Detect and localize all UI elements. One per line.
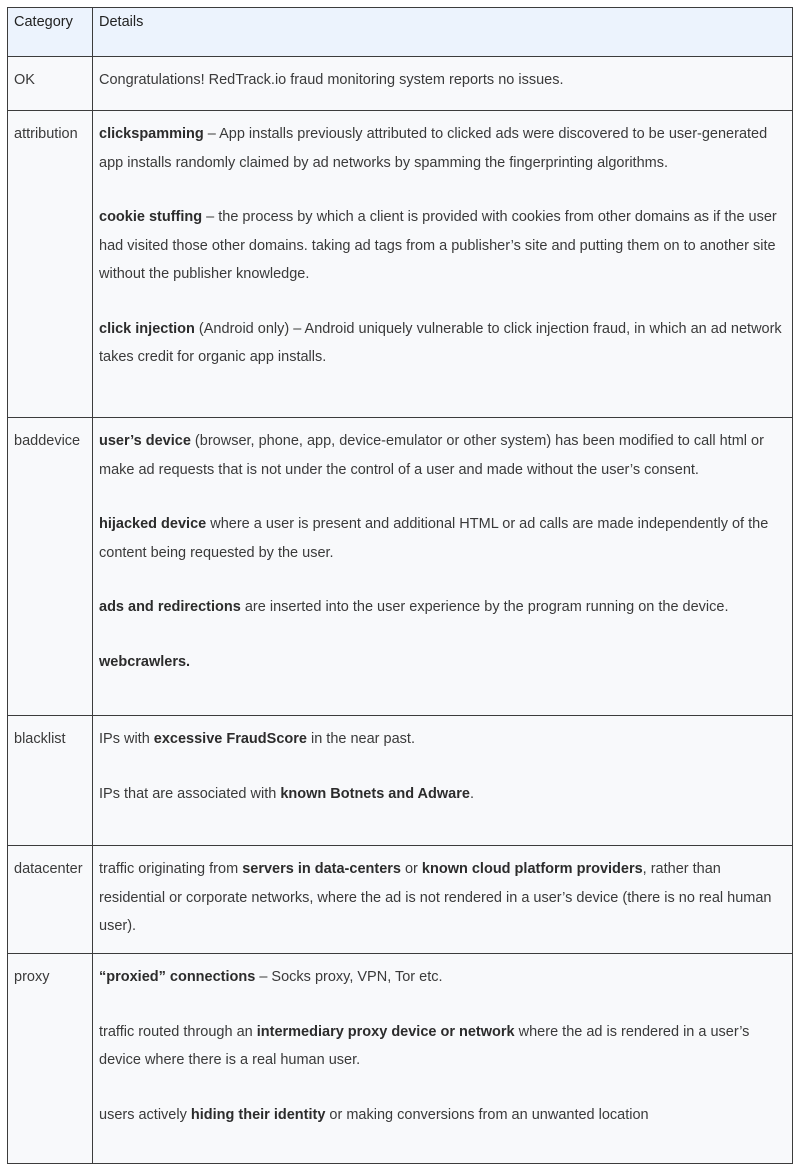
detail-text: or bbox=[400, 861, 422, 877]
detail-term: hiding their identity bbox=[190, 1106, 326, 1123]
detail-term: known cloud platform providers bbox=[421, 861, 643, 877]
detail-text: IPs with bbox=[99, 731, 154, 747]
detail-text: IPs that are associated with bbox=[99, 785, 281, 802]
detail-text: traffic originating from bbox=[99, 861, 243, 877]
detail-paragraph bbox=[99, 648, 786, 677]
header-category: Category bbox=[8, 8, 93, 57]
detail-text: users actively bbox=[99, 1106, 191, 1123]
detail-paragraph bbox=[99, 315, 786, 372]
category-cell: blacklist bbox=[8, 716, 93, 846]
table-row-blacklist bbox=[8, 716, 793, 846]
category-cell: datacenter bbox=[8, 846, 93, 954]
detail-text: traffic routed through an bbox=[99, 1023, 257, 1040]
detail-text: (browser, phone, app, device-emulator or other system) has been modified to call html or make ad requests that is not under the control of a user and made without the user’s consent. bbox=[99, 433, 764, 478]
details-cell bbox=[93, 418, 793, 716]
details-cell bbox=[93, 846, 793, 954]
table-row-ok bbox=[8, 57, 793, 111]
detail-term: “proxied” connections bbox=[99, 969, 256, 985]
detail-paragraph bbox=[99, 780, 786, 809]
detail-text: – Socks proxy, VPN, Tor etc. bbox=[255, 969, 443, 985]
detail-term: hijacked device bbox=[99, 516, 207, 532]
header-details: Details bbox=[93, 8, 793, 57]
detail-term: clickspamming bbox=[99, 126, 204, 142]
detail-term: servers in data-centers bbox=[242, 861, 401, 877]
table-row-attribution bbox=[8, 111, 793, 418]
detail-paragraph bbox=[99, 1018, 786, 1075]
category-cell: attribution bbox=[8, 111, 93, 418]
detail-text: . bbox=[469, 785, 474, 802]
detail-paragraph bbox=[99, 593, 786, 622]
detail-term: webcrawlers. bbox=[99, 653, 191, 670]
table-row-baddevice bbox=[8, 418, 793, 716]
details-cell bbox=[93, 57, 793, 111]
details-cell bbox=[93, 111, 793, 418]
detail-paragraph bbox=[99, 120, 786, 177]
detail-term: intermediary proxy device or network bbox=[256, 1023, 515, 1040]
detail-text: (Android only) – Android uniquely vulnerable to click injection fraud, in which an ad network takes credit for organic app installs. bbox=[99, 320, 782, 365]
table-header-row bbox=[8, 8, 793, 57]
detail-text: Congratulations! RedTrack.io fraud monitoring system reports no issues. bbox=[99, 72, 564, 88]
detail-paragraph bbox=[99, 1101, 786, 1130]
detail-text: are inserted into the user experience by the program running on the device. bbox=[240, 599, 729, 615]
detail-paragraph bbox=[99, 66, 786, 95]
details-cell bbox=[93, 954, 793, 1164]
category-cell: proxy bbox=[8, 954, 93, 1164]
detail-text: in the near past. bbox=[306, 731, 415, 747]
detail-paragraph bbox=[99, 855, 786, 941]
detail-term: click injection bbox=[99, 320, 195, 337]
detail-text: – App installs previously attributed to clicked ads were discovered to be user-generated app installs randomly claimed by ad networks by spamming the fingerprinting algorithms. bbox=[99, 126, 768, 171]
table-row-datacenter bbox=[8, 846, 793, 954]
detail-paragraph bbox=[99, 963, 786, 992]
category-cell: baddevice bbox=[8, 418, 93, 716]
detail-text: where the ad is rendered in a user’s device where there is a real human user. bbox=[99, 1023, 750, 1068]
fraud-categories-table bbox=[7, 7, 793, 1164]
detail-term: cookie stuffing bbox=[99, 209, 203, 225]
table-row-proxy bbox=[8, 954, 793, 1164]
detail-term: known Botnets and Adware bbox=[280, 785, 470, 802]
detail-term: excessive FraudScore bbox=[153, 731, 307, 747]
detail-term: user’s device bbox=[99, 433, 191, 449]
detail-term: ads and redirections bbox=[99, 599, 241, 615]
detail-text: – the process by which a client is provided with cookies from other domains as if the user had visited those other domains. taking ad tags from a publisher’s site and putting them on to another site without the publisher knowledge. bbox=[99, 209, 777, 282]
details-cell bbox=[93, 716, 793, 846]
detail-paragraph bbox=[99, 510, 786, 567]
detail-text: or making conversions from an unwanted location bbox=[325, 1106, 649, 1123]
detail-text: where a user is present and additional HTML or ad calls are made independently of the content being requested by the user. bbox=[99, 516, 769, 561]
detail-paragraph bbox=[99, 427, 786, 484]
detail-paragraph bbox=[99, 203, 786, 289]
category-cell: OK bbox=[8, 57, 93, 111]
detail-text: , rather than residential or corporate networks, where the ad is not rendered in a user’s device (there is no real human user). bbox=[99, 861, 772, 934]
detail-paragraph bbox=[99, 725, 786, 754]
